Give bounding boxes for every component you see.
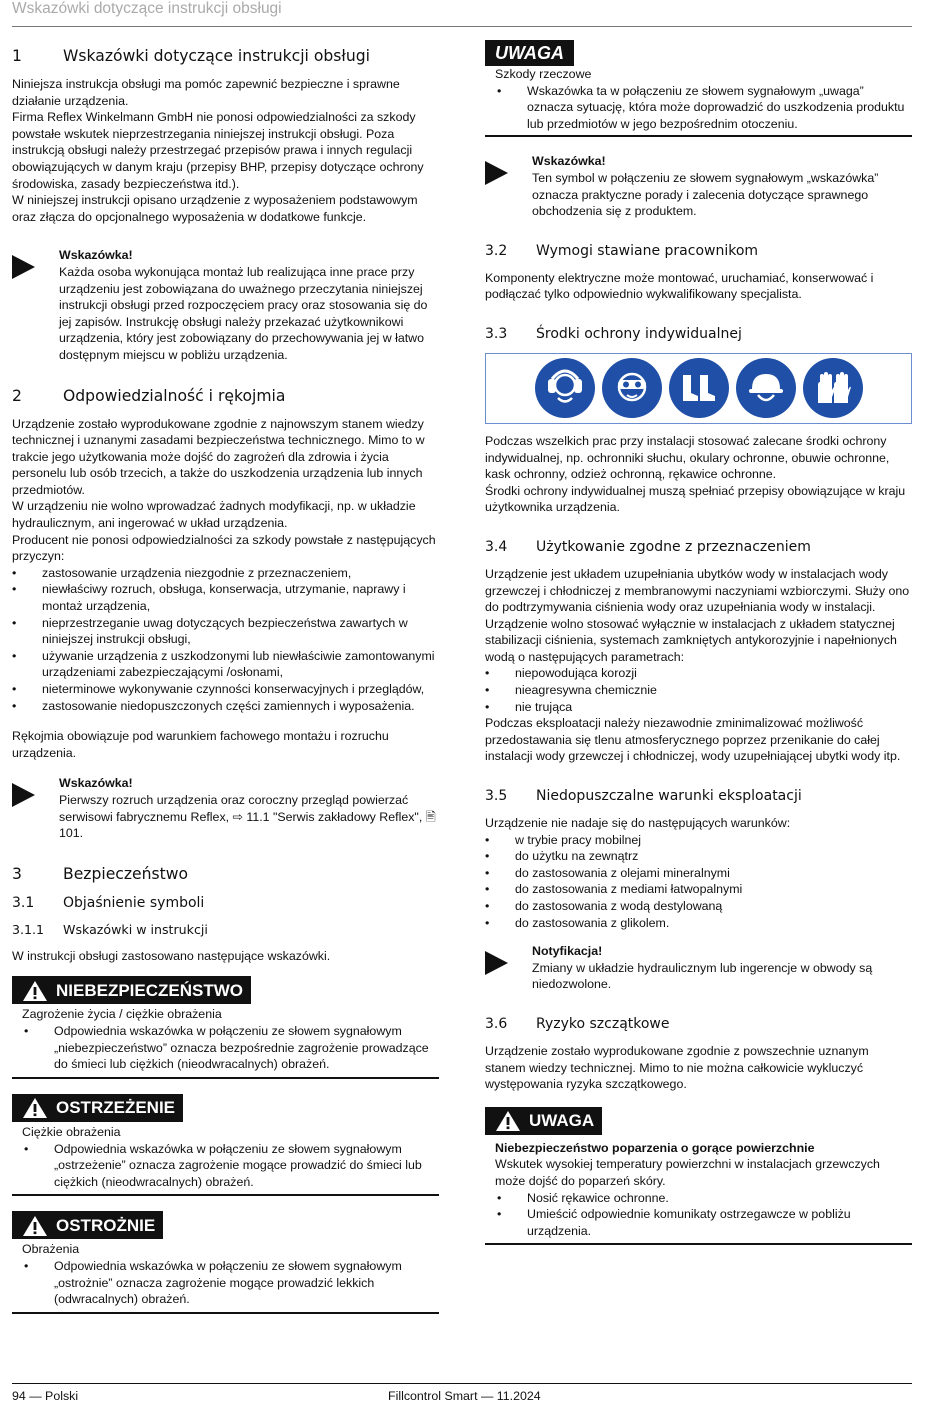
notification-block xyxy=(485,943,912,993)
play-arrow-icon xyxy=(485,153,532,219)
section-title: Wskazówki dotyczące instrukcji obsługi xyxy=(63,47,370,65)
list-item: • nieprzestrzeganie uwag dotyczących bezpieczeństwa zawartych w niniejszej instrukcji obsługi, xyxy=(12,615,439,648)
section-title: Użytkowanie zgodne z przeznaczeniem xyxy=(536,538,811,555)
hint-text: Każda osoba wykonująca montaż lub realizująca inne prace przy urządzeniu jest zobowiązana do uważnego przeczytania niniejszej instrukcji obsługi przed rozpoczęciem pracy oraz stosowania się do jej zapisów. Instrukcję obsługi należy przekazać użytkownikowi urządzenia, który jest zobowiązany do przechowywania jej w łatwo dostępnym miejscu w pobliżu urządzenia. xyxy=(59,264,428,362)
list-item: • niepowodująca korozji xyxy=(485,665,912,682)
notice-block xyxy=(485,40,912,137)
list-item: • do zastosowania z glikolem. xyxy=(485,915,912,932)
paragraph: W niniejszej instrukcji opisano urządzenie z wyposażeniem podstawowym oraz złącza do opcjonalnego wyposażenia w dodatkowe funkcje. xyxy=(12,193,418,224)
prohibited-conditions-list xyxy=(485,832,912,932)
warning-subtitle: Ciężkie obrażenia xyxy=(22,1124,121,1139)
section-title: Wymogi stawiane pracownikom xyxy=(536,242,759,259)
danger-block xyxy=(12,976,439,1078)
section-3-4-heading xyxy=(485,538,912,556)
running-head xyxy=(12,0,912,27)
list-item: • Odpowiednia wskazówka w połączeniu ze słowem sygnałowym „niebezpieczeństwo” oznacza bezpośrednie zagrożenie prowadzące do śmieci lub ciężkich (nieodwracalnych) obrażeń. xyxy=(22,1023,439,1073)
warning-triangle-icon xyxy=(495,1110,521,1132)
notification-title: Notyfikacja! xyxy=(532,944,603,959)
hint-title: Wskazówka! xyxy=(59,248,133,263)
paragraph: W instrukcji obsługi zastosowano następujące wskazówki. xyxy=(12,948,331,963)
warning-label xyxy=(12,1094,183,1122)
section-number: 2 xyxy=(12,386,22,405)
notice-label xyxy=(485,40,574,66)
list-item: • niewłaściwy rozruch, obsługa, konserwacja, utrzymanie, naprawy i montaż urządzenia, xyxy=(12,581,439,614)
notice-text: Wskutek wysokiej temperatury powierzchni w instalacjach grzewczych może dojść do poparzeń skóry. xyxy=(495,1157,880,1189)
paragraph: Komponenty elektryczne może montować, uruchamiać, konserwować i podłączać tylko odpowiednio wykwalifikowany specjalista. xyxy=(485,270,874,302)
section-title: Ryzyko szczątkowe xyxy=(536,1015,670,1032)
section-3-5-heading xyxy=(485,787,912,805)
water-parameters-list xyxy=(485,665,912,715)
section-title: Odpowiedzialność i rękojmia xyxy=(63,386,286,405)
section-3-1-heading xyxy=(12,894,439,912)
safety-boots-icon xyxy=(669,358,729,418)
paragraph: W urządzeniu nie wolno wprowadzać żadnych modyfikacji, np. w układzie hydraulicznym, ani ingerować w układ urządzenia. xyxy=(12,499,416,531)
warning-block xyxy=(12,1094,439,1196)
paragraph: Podczas wszelkich prac przy instalacji stosować zalecane środki ochrony indywidualnej, np. ochronniki słuchu, okulary ochronne, obuwie ochronne, kask ochronny, odzież ochronną, rękawice ochronne. xyxy=(485,433,890,482)
caution-label xyxy=(12,1211,163,1239)
section-number: 3.2 xyxy=(485,242,508,259)
section-title: Środki ochrony indywidualnej xyxy=(536,325,742,342)
notice-block-hot-surfaces xyxy=(485,1107,912,1246)
list-item: • Nosić rękawice ochronne. xyxy=(495,1190,912,1207)
list-item: • Wskazówka ta w połączeniu ze słowem sygnałowym „uwaga” oznacza sytuację, która może doprowadzić do uszkodzenia produktu lub przedmiotów w jego bezpośrednim otoczeniu. xyxy=(495,83,912,133)
liability-list xyxy=(12,565,439,714)
notice-list xyxy=(485,83,912,133)
play-arrow-icon xyxy=(12,775,59,841)
left-column xyxy=(12,40,439,1314)
hint-block xyxy=(12,247,439,363)
list-item: • używanie urządzenia z uszkodzonymi lub niewłaściwie zamontowanymi urządzeniami zabezpieczającymi /osłonami, xyxy=(12,648,439,681)
warning-list xyxy=(12,1141,439,1191)
paragraph: Podczas eksploatacji należy niezawodnie zminimalizować możliwość przedostawania się tlenu atmosferycznego poprzez przenikanie do całej instalacji wody grzewczej i chłodniczej, wody uzupełniającej ubytki wody itp. xyxy=(485,716,901,764)
list-item: • nieterminowe wykonywanie czynności konserwacyjnych i przeglądów, xyxy=(12,681,439,698)
list-item: • do zastosowania z wodą destylowaną xyxy=(485,898,912,915)
list-item: • Odpowiednia wskazówka w połączeniu ze słowem sygnałowym „ostrzeżenie” oznacza zagrożenie mogące prowadzić do śmieci lub ciężkich (nieodwracalnych) obrażeń. xyxy=(22,1141,439,1191)
section-number: 3.3 xyxy=(485,325,508,342)
paragraph: Urządzenie nie nadaje się do następujących warunków: xyxy=(485,816,791,831)
play-arrow-icon xyxy=(485,943,532,993)
list-item: • zastosowanie niedopuszczonych części zamiennych i wyposażenia. xyxy=(12,698,439,715)
hint-block xyxy=(12,775,439,841)
paragraph: Producent nie ponosi odpowiedzialności za szkody powstałe z następujących przyczyn: xyxy=(12,532,436,564)
danger-subtitle: Zagrożenie życia / ciężkie obrażenia xyxy=(22,1007,222,1022)
hint-text: Ten symbol w połączeniu ze słowem sygnałowym „wskazówka” oznacza praktyczne porady i zalecenia dotyczące sprawnego obchodzenia się z produktem. xyxy=(532,170,879,219)
signal-word: OSTROŻNIE xyxy=(56,1215,156,1235)
section-number: 3.6 xyxy=(485,1015,508,1032)
list-item: • do użytku na zewnątrz xyxy=(485,848,912,865)
list-item: • w trybie pracy mobilnej xyxy=(485,832,912,849)
notice-subtitle: Niebezpieczeństwo poparzenia o gorące powierzchnie xyxy=(495,1140,815,1155)
paragraph: Niniejsza instrukcja obsługi ma pomóc zapewnić bezpieczne i sprawne działanie urządzenia. xyxy=(12,77,400,108)
paragraph: Firma Reflex Winkelmann GmbH nie ponosi odpowiedzialności za szkody powstałe wskutek nieprzestrzegania niniejszej instrukcji obsługi. Poza instrukcją obsługi należy przestrzegać przepisów prawa i innych regulacji obowiązujących w danym kraju (przepisy BHP, przepisy dotyczące ochrony środowiska, zasady bezpieczeństwa itd.). xyxy=(12,110,424,191)
list-item: • do zastosowania z olejami mineralnymi xyxy=(485,865,912,882)
section-title: Bezpieczeństwo xyxy=(63,864,189,883)
notification-text: Zmiany w układzie hydraulicznym lub ingerencje w obwody są niedozwolone. xyxy=(532,960,873,992)
danger-list xyxy=(12,1023,439,1073)
section-number: 3.4 xyxy=(485,538,508,555)
section-number: 3.1 xyxy=(12,894,35,911)
signal-word: UWAGA xyxy=(495,43,564,63)
hint-title: Wskazówka! xyxy=(532,154,606,169)
ppe-icons-panel xyxy=(485,353,912,424)
section-number: 1 xyxy=(12,47,22,65)
section-title: Wskazówki w instrukcji xyxy=(63,921,208,937)
list-item: • zastosowanie urządzenia niezgodnie z przeznaczeniem, xyxy=(12,565,439,582)
section-3-3-heading xyxy=(485,325,912,343)
section-3-6-heading xyxy=(485,1015,912,1033)
warning-triangle-icon xyxy=(22,980,48,1002)
paragraph: Urządzenie zostało wyprodukowane zgodnie z powszechnie uznanym stanem wiedzy technicznej. Mimo to nie można całkowicie wykluczyć występowania ryzyka szczątkowego. xyxy=(485,1043,869,1092)
gloves-icon xyxy=(803,358,863,418)
list-item: • nie trująca xyxy=(485,699,912,716)
caution-list xyxy=(12,1258,439,1308)
section-3-heading xyxy=(12,864,439,884)
signal-word: UWAGA xyxy=(529,1111,595,1131)
section-number: 3 xyxy=(12,864,22,883)
list-item: • Umieścić odpowiednie komunikaty ostrzegawcze w pobliżu urządzenia. xyxy=(495,1206,912,1239)
ear-protection-icon xyxy=(535,358,595,418)
document-name: Fillcontrol Smart — 11.2024 xyxy=(388,1389,541,1403)
hint-block xyxy=(485,153,912,219)
list-item: • do zastosowania z mediami łatwopalnymi xyxy=(485,881,912,898)
notice-label xyxy=(485,1107,602,1135)
signal-word: OSTRZEŻENIE xyxy=(56,1098,176,1118)
paragraph: Rękojmia obowiązuje pod warunkiem fachowego montażu i rozruchu urządzenia. xyxy=(12,729,389,760)
paragraph: Urządzenie jest układem uzupełniania ubytków wody w instalacjach wody grzewczej i chłodniczej z membranowymi naczyniami wzbiorczymi. Służy ono do podtrzymywania ciśnienia wody oraz uzupełniania wody w instalacji. Urządzenie wolno stosować wyłącznie w instalacjach z układem statycznej stabilizacji ciśnienia, systemach zamkniętych antykorozyjnie i napełnionych wodą o następujących parametrach: xyxy=(485,566,910,664)
hint-text: Pierwszy rozruch urządzenia oraz coroczny przegląd powierzać serwisowi fabrycznemu Reflex, ⇨ 11.1 "Serwis zakładowy Reflex", 🖹 101. xyxy=(59,792,436,841)
right-column xyxy=(485,40,912,1245)
section-1-heading xyxy=(12,46,439,66)
section-number: 3.5 xyxy=(485,788,508,805)
notice-subtitle: Szkody rzeczowe xyxy=(495,67,592,81)
danger-label xyxy=(12,976,251,1004)
eye-protection-icon xyxy=(602,358,662,418)
paragraph: Środki ochrony indywidualnej muszą spełniać przepisy obowiązujące w kraju użytkownika urządzenia. xyxy=(485,483,906,515)
list-item: • nieagresywna chemicznie xyxy=(485,682,912,699)
caution-subtitle: Obrażenia xyxy=(22,1242,80,1257)
play-arrow-icon xyxy=(12,247,59,363)
section-number: 3.1.1 xyxy=(12,921,45,937)
running-head-title: Wskazówki dotyczące instrukcji obsługi xyxy=(12,0,282,17)
notice-list xyxy=(485,1190,912,1240)
warning-triangle-icon xyxy=(22,1215,48,1237)
helmet-icon xyxy=(736,358,796,418)
caution-block xyxy=(12,1211,439,1313)
signal-word: NIEBEZPIECZEŃSTWO xyxy=(56,980,244,1000)
warning-triangle-icon xyxy=(22,1097,48,1119)
page-footer xyxy=(12,1383,912,1403)
list-item: • Odpowiednia wskazówka w połączeniu ze słowem sygnałowym „ostrożnie” oznacza zagrożenie mogące prowadzić lekkich (odwracalnych) obrażeń. xyxy=(22,1258,439,1308)
section-title: Objaśnienie symboli xyxy=(63,894,205,911)
paragraph: Urządzenie zostało wyprodukowane zgodnie z najnowszym stanem wiedzy technicznej i uznanymi zasadami bezpieczeństwa technicznego. Mimo to w trakcie jego użytkowania może dojść do zagrożeń dla zdrowia i życia personelu lub osób trzecich, a także do uszkodzenia urządzenia lub innych przedmiotów. xyxy=(12,416,425,497)
hint-title: Wskazówka! xyxy=(59,776,133,791)
section-3-2-heading xyxy=(485,242,912,260)
section-3-1-1-heading xyxy=(12,922,439,938)
section-title: Niedopuszczalne warunki eksploatacji xyxy=(536,788,802,805)
page-number: 94 — Polski xyxy=(12,1389,79,1403)
section-2-heading xyxy=(12,386,439,406)
